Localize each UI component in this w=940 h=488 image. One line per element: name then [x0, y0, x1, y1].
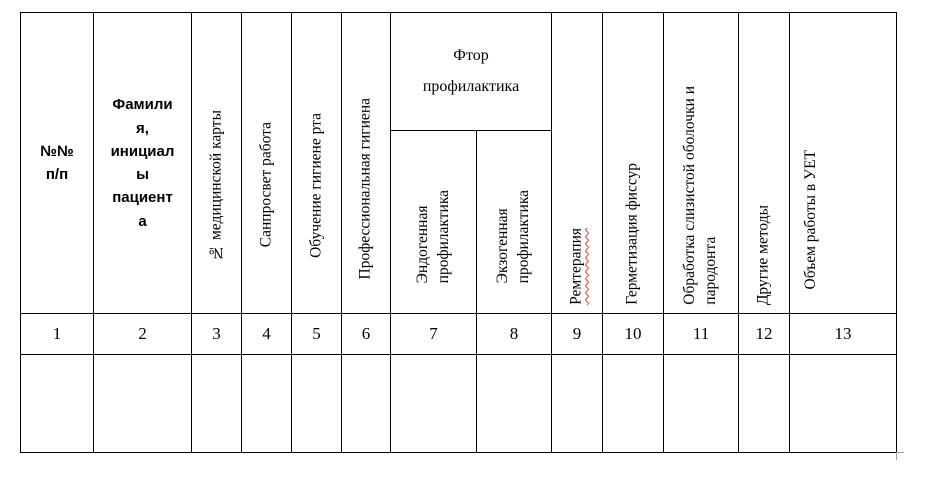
header-other-cell — [739, 13, 790, 314]
data-cell[interactable] — [391, 355, 477, 453]
data-cell[interactable] — [477, 355, 552, 453]
data-cell[interactable] — [342, 355, 391, 453]
header-exogenous-label: Экзогенная профилактика — [494, 189, 532, 283]
data-cell[interactable] — [242, 355, 292, 453]
header-remineralization-cell — [552, 13, 603, 314]
data-row — [21, 355, 897, 453]
column-number-cell: 7 — [391, 314, 477, 355]
header-hygiene-training-label: Обучение гигиене рта — [307, 113, 325, 258]
column-numbers-row — [21, 314, 897, 355]
data-cell[interactable] — [292, 355, 342, 453]
header-num-label: №№ п/п — [40, 142, 74, 183]
data-cell[interactable] — [21, 355, 94, 453]
header-num-cell — [21, 13, 94, 314]
column-number-cell: 4 — [242, 314, 292, 355]
header-mucosa-cell — [664, 13, 739, 314]
header-remineralization-text: Ремтерапия — [567, 228, 585, 305]
header-endogenous-label: Эндогенная профилактика — [413, 189, 452, 283]
header-exogenous-cell — [477, 131, 552, 314]
data-cell[interactable] — [790, 355, 897, 453]
header-endogenous-cell — [391, 131, 477, 314]
data-cell[interactable] — [664, 355, 739, 453]
header-sanprosvet-label: Санпросвет работа — [257, 121, 275, 247]
column-number-cell: 2 — [94, 314, 192, 355]
header-card-label: № медицинской карты — [207, 110, 225, 261]
header-fluor-group-label: Фтор профилактика — [422, 47, 520, 95]
header-name-label: Фамили я, инициал ы пациент а — [110, 96, 175, 230]
column-number-cell: 5 — [292, 314, 342, 355]
column-number-cell: 1 — [21, 314, 94, 355]
header-name-cell — [94, 13, 192, 314]
data-cell[interactable] — [603, 355, 664, 453]
column-number-cell: 8 — [477, 314, 552, 355]
column-number-cell: 13 — [790, 314, 897, 355]
header-other-label: Другие методы — [754, 204, 772, 305]
header-sealing-cell — [603, 13, 664, 314]
header-volume-label: Объем работы в УЕТ — [802, 149, 820, 289]
header-row-top — [21, 13, 897, 131]
column-number-cell: 11 — [664, 314, 739, 355]
header-fluor-group-cell — [391, 13, 552, 131]
column-number-cell: 3 — [192, 314, 242, 355]
column-number-cell: 6 — [342, 314, 391, 355]
data-cell[interactable] — [192, 355, 242, 453]
header-hygiene-training-cell — [292, 13, 342, 314]
header-sealing-label: Герметизация фиссур — [623, 163, 641, 305]
data-cell[interactable] — [552, 355, 603, 453]
column-number-cell: 12 — [739, 314, 790, 355]
data-cell[interactable] — [94, 355, 192, 453]
data-cell[interactable] — [739, 355, 790, 453]
header-prof-hygiene-cell — [342, 13, 391, 314]
header-prof-hygiene-label: Профессиональная гигиена — [356, 97, 374, 279]
header-sanprosvet-cell — [242, 13, 292, 314]
header-remineralization-label — [568, 228, 587, 305]
header-mucosa-label: Обработка слизистой оболочки и пародонта — [681, 86, 720, 305]
header-volume-cell — [790, 13, 897, 314]
header-card-cell — [192, 13, 242, 314]
preventive-work-table — [20, 12, 897, 453]
table-resize-handle[interactable] — [896, 452, 904, 460]
column-number-cell: 10 — [603, 314, 664, 355]
column-number-cell: 9 — [552, 314, 603, 355]
